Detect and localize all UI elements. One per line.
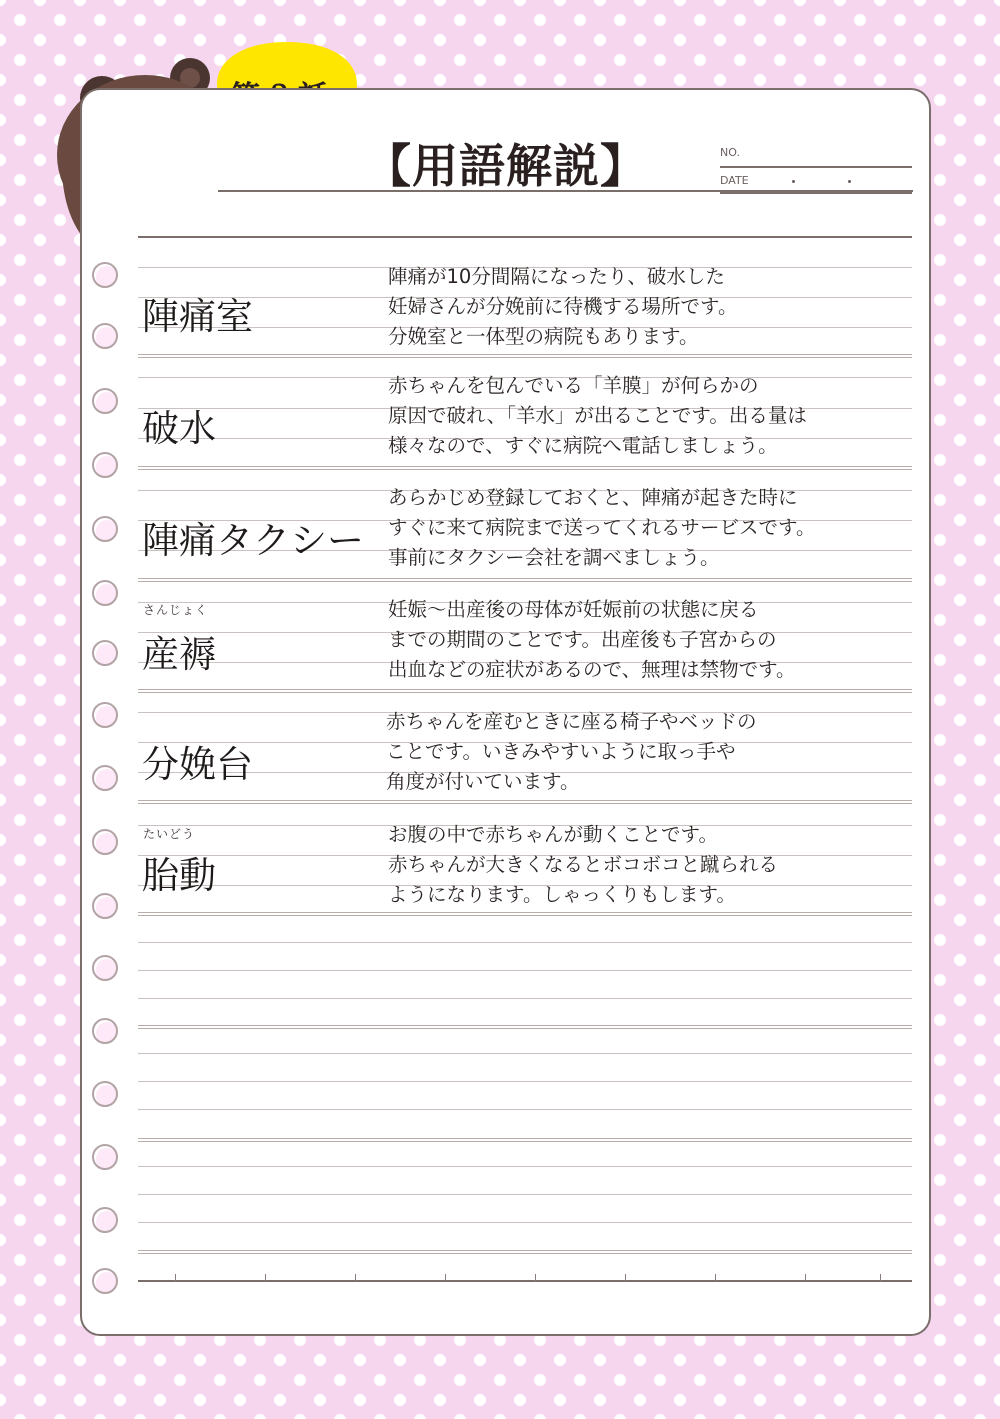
- rule-line: [138, 1081, 912, 1082]
- glossary-description: [388, 483, 908, 573]
- rule-tick: [715, 1274, 716, 1281]
- binder-ring: [92, 452, 118, 478]
- rule-line: [138, 1222, 912, 1223]
- binder-ring: [92, 829, 118, 855]
- date-label: DATE: [720, 174, 749, 187]
- binder-ring: [92, 893, 118, 919]
- date-separator-dot: [848, 180, 851, 183]
- description-line: 様々なので、すぐに病院へ電話しましょう。: [388, 434, 778, 457]
- binder-ring: [92, 1018, 118, 1044]
- glossary-term: 産褥: [142, 633, 216, 676]
- binder-ring: [92, 1081, 118, 1107]
- binder-ring: [92, 765, 118, 791]
- glossary-description: [388, 820, 908, 910]
- rule-line: [138, 942, 912, 943]
- rule-tick: [535, 1274, 536, 1281]
- binder-ring: [92, 388, 118, 414]
- page-title: 【用語解説】: [365, 139, 647, 193]
- rule-line: [138, 236, 912, 238]
- rule-tick: [445, 1274, 446, 1281]
- rule-line: [138, 1053, 912, 1054]
- description-line: までの期間のことです。出産後も子宮からの: [388, 628, 777, 651]
- description-line: 原因で破れ、「羊水」が出ることです。出る量は: [388, 404, 807, 427]
- glossary-description: [388, 595, 908, 685]
- description-line: ようになります。しゃっくりもします。: [388, 883, 736, 906]
- glossary-term: 陣痛タクシー: [142, 519, 364, 562]
- description-line: 陣痛が10分間隔になったり、破水した: [388, 265, 725, 288]
- binder-ring: [92, 1207, 118, 1233]
- rule-line: [138, 466, 912, 470]
- number-field: [720, 146, 912, 168]
- binder-ring: [92, 516, 118, 542]
- description-line: 妊婦さんが分娩前に待機する場所です。: [388, 295, 738, 318]
- rule-line: [138, 998, 912, 999]
- rule-tick: [805, 1274, 806, 1281]
- description-line: 赤ちゃんを包んでいる「羊膜」が何らかの: [388, 374, 759, 397]
- date-separator-dot: [792, 180, 795, 183]
- binder-ring: [92, 1268, 118, 1294]
- description-line: 赤ちゃんを産むときに座る椅子やベッドの: [386, 710, 757, 733]
- glossary-term: 陣痛室: [142, 295, 253, 338]
- rule-tick: [355, 1274, 356, 1281]
- rule-line: [138, 1138, 912, 1142]
- glossary-description: [388, 262, 908, 352]
- number-label: NO.: [720, 146, 740, 159]
- description-line: 分娩室と一体型の病院もあります。: [388, 325, 699, 348]
- rule-line: [138, 970, 912, 971]
- binder-ring: [92, 580, 118, 606]
- glossary-description: [386, 707, 906, 797]
- binder-ring: [92, 955, 118, 981]
- rule-line: [138, 578, 912, 582]
- description-line: ことです。いきみやすいように取っ手や: [386, 740, 736, 763]
- rule-line: [138, 1280, 912, 1282]
- glossary-term: 分娩台: [142, 743, 253, 786]
- binder-ring: [92, 640, 118, 666]
- description-line: 出血などの症状があるので、無理は禁物です。: [388, 658, 796, 681]
- rule-tick: [265, 1274, 266, 1281]
- binder-ring: [92, 323, 118, 349]
- rule-tick: [880, 1274, 881, 1281]
- rule-line: [138, 1166, 912, 1167]
- rule-tick: [175, 1274, 176, 1281]
- rule-line: [138, 1250, 912, 1254]
- rule-line: [138, 800, 912, 804]
- term-reading: さんじょく: [143, 603, 209, 617]
- glossary-term: 破水: [142, 407, 216, 450]
- description-line: 赤ちゃんが大きくなるとボコボコと蹴られる: [388, 853, 779, 876]
- glossary-description: [388, 371, 908, 461]
- description-line: すぐに来て病院まで送ってくれるサービスです。: [388, 516, 816, 539]
- rule-line: [138, 689, 912, 693]
- rule-line: [138, 354, 912, 358]
- description-line: お腹の中で赤ちゃんが動くことです。: [388, 823, 718, 846]
- binder-ring: [92, 262, 118, 288]
- rule-line: [138, 1194, 912, 1195]
- description-line: 角度が付いています。: [386, 770, 580, 793]
- date-field: [720, 174, 912, 194]
- description-line: 事前にタクシー会社を調べましょう。: [388, 546, 720, 569]
- description-line: 妊娠～出産後の母体が妊娠前の状態に戻る: [388, 598, 759, 621]
- description-line: あらかじめ登録しておくと、陣痛が起きた時に: [388, 486, 798, 509]
- glossary-term: 胎動: [142, 854, 216, 897]
- binder-ring: [92, 1144, 118, 1170]
- rule-line: [138, 1109, 912, 1110]
- rule-line: [138, 912, 912, 916]
- term-reading: たいどう: [143, 827, 196, 841]
- rule-line: [138, 1025, 912, 1029]
- binder-ring: [92, 702, 118, 728]
- rule-tick: [625, 1274, 626, 1281]
